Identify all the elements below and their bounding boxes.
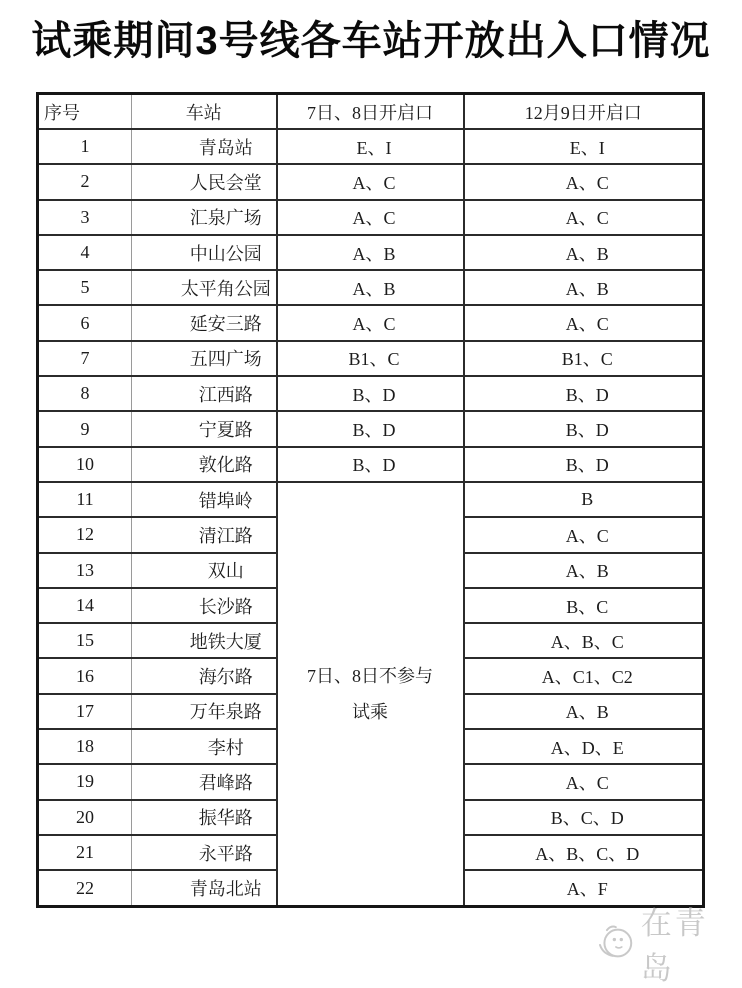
row-number-cell: 20 bbox=[38, 800, 132, 835]
row-number-cell: 10 bbox=[38, 447, 132, 482]
table-row bbox=[38, 164, 704, 199]
open-12-9-cell: A、B bbox=[464, 235, 704, 270]
merged-not-participating-cell bbox=[277, 482, 464, 907]
row-number-cell: 6 bbox=[38, 305, 132, 340]
station-cell: 永平路 bbox=[132, 835, 277, 870]
station-cell: 长沙路 bbox=[132, 588, 277, 623]
row-number-cell: 12 bbox=[38, 517, 132, 552]
page-title: 试乘期间3号线各车站开放出入口情况 bbox=[31, 19, 711, 63]
table-row bbox=[38, 341, 704, 376]
open-12-9-cell: A、B、C、D bbox=[464, 835, 704, 870]
station-cell: 青岛站 bbox=[132, 129, 277, 164]
table-row bbox=[38, 235, 704, 270]
station-cell: 地铁大厦 bbox=[132, 623, 277, 658]
open-7-8-cell: A、C bbox=[277, 305, 464, 340]
station-cell: 五四广场 bbox=[132, 341, 277, 376]
watermark-text: 在青岛 bbox=[640, 906, 709, 986]
table-row bbox=[38, 376, 704, 411]
station-entrance-table bbox=[36, 92, 705, 908]
open-12-9-cell: A、C bbox=[464, 764, 704, 799]
open-12-9-cell: B、C、D bbox=[464, 800, 704, 835]
row-number-cell: 11 bbox=[38, 482, 132, 517]
row-number-cell: 3 bbox=[38, 200, 132, 235]
table-row bbox=[38, 411, 704, 446]
table-row bbox=[38, 270, 704, 305]
header-no: 序号 bbox=[38, 94, 132, 130]
station-cell: 青岛北站 bbox=[132, 870, 277, 906]
station-cell: 中山公园 bbox=[132, 235, 277, 270]
table-row bbox=[38, 447, 704, 482]
open-12-9-cell: A、C bbox=[464, 517, 704, 552]
station-cell: 李村 bbox=[132, 729, 277, 764]
station-cell: 江西路 bbox=[132, 376, 277, 411]
row-number-cell: 13 bbox=[38, 553, 132, 588]
open-7-8-cell: A、C bbox=[277, 200, 464, 235]
open-12-9-cell: A、D、E bbox=[464, 729, 704, 764]
row-number-cell: 4 bbox=[38, 235, 132, 270]
station-cell: 双山 bbox=[132, 553, 277, 588]
row-number-cell: 17 bbox=[38, 694, 132, 729]
open-12-9-cell: B、C bbox=[464, 588, 704, 623]
open-12-9-cell: A、B、C bbox=[464, 623, 704, 658]
station-cell: 敦化路 bbox=[132, 447, 277, 482]
row-number-cell: 15 bbox=[38, 623, 132, 658]
open-12-9-cell: A、F bbox=[464, 870, 704, 906]
open-12-9-cell: B、D bbox=[464, 376, 704, 411]
open-7-8-cell: A、B bbox=[277, 235, 464, 270]
row-number-cell: 19 bbox=[38, 764, 132, 799]
open-7-8-cell: B、D bbox=[277, 447, 464, 482]
merged-cell-line: 试乘 bbox=[352, 701, 388, 722]
row-number-cell: 21 bbox=[38, 835, 132, 870]
row-number-cell: 7 bbox=[38, 341, 132, 376]
row-number-cell: 18 bbox=[38, 729, 132, 764]
open-12-9-cell: A、C bbox=[464, 200, 704, 235]
open-7-8-cell: A、B bbox=[277, 270, 464, 305]
row-number-cell: 5 bbox=[38, 270, 132, 305]
station-cell: 海尔路 bbox=[132, 658, 277, 693]
row-number-cell: 22 bbox=[38, 870, 132, 906]
row-number-cell: 9 bbox=[38, 411, 132, 446]
bird-face-logo-icon bbox=[594, 921, 636, 965]
merged-cell-line: 7日、8日不参与 bbox=[307, 665, 433, 686]
row-number-cell: 1 bbox=[38, 129, 132, 164]
station-cell: 清江路 bbox=[132, 517, 277, 552]
open-12-9-cell: A、C bbox=[464, 164, 704, 199]
header-open-7-8: 7日、8日开启口 bbox=[277, 94, 464, 130]
open-12-9-cell: A、B bbox=[464, 270, 704, 305]
header-row bbox=[38, 94, 704, 130]
table-row bbox=[38, 305, 704, 340]
row-number-cell: 8 bbox=[38, 376, 132, 411]
station-cell: 太平角公园 bbox=[132, 270, 277, 305]
station-cell: 错埠岭 bbox=[132, 482, 277, 517]
station-cell: 振华路 bbox=[132, 800, 277, 835]
open-7-8-cell: B、D bbox=[277, 376, 464, 411]
table-row bbox=[38, 129, 704, 164]
header-open-12-9: 12月9日开启口 bbox=[464, 94, 704, 130]
station-cell: 君峰路 bbox=[132, 764, 277, 799]
station-cell: 万年泉路 bbox=[132, 694, 277, 729]
open-12-9-cell: A、B bbox=[464, 694, 704, 729]
watermark bbox=[594, 898, 742, 988]
open-12-9-cell: B1、C bbox=[464, 341, 704, 376]
open-12-9-cell: B、D bbox=[464, 447, 704, 482]
open-12-9-cell: A、C1、C2 bbox=[464, 658, 704, 693]
open-12-9-cell: A、B bbox=[464, 553, 704, 588]
table-row bbox=[38, 482, 704, 517]
open-7-8-cell: A、C bbox=[277, 164, 464, 199]
open-12-9-cell: E、I bbox=[464, 129, 704, 164]
row-number-cell: 16 bbox=[38, 658, 132, 693]
table-row bbox=[38, 200, 704, 235]
station-cell: 人民会堂 bbox=[132, 164, 277, 199]
station-cell: 延安三路 bbox=[132, 305, 277, 340]
open-12-9-cell: B bbox=[464, 482, 704, 517]
open-12-9-cell: B、D bbox=[464, 411, 704, 446]
open-7-8-cell: B、D bbox=[277, 411, 464, 446]
open-7-8-cell: B1、C bbox=[277, 341, 464, 376]
open-7-8-cell: E、I bbox=[277, 129, 464, 164]
row-number-cell: 14 bbox=[38, 588, 132, 623]
open-12-9-cell: A、C bbox=[464, 305, 704, 340]
row-number-cell: 2 bbox=[38, 164, 132, 199]
station-cell: 宁夏路 bbox=[132, 411, 277, 446]
station-cell: 汇泉广场 bbox=[132, 200, 277, 235]
header-station: 车站 bbox=[132, 94, 277, 130]
